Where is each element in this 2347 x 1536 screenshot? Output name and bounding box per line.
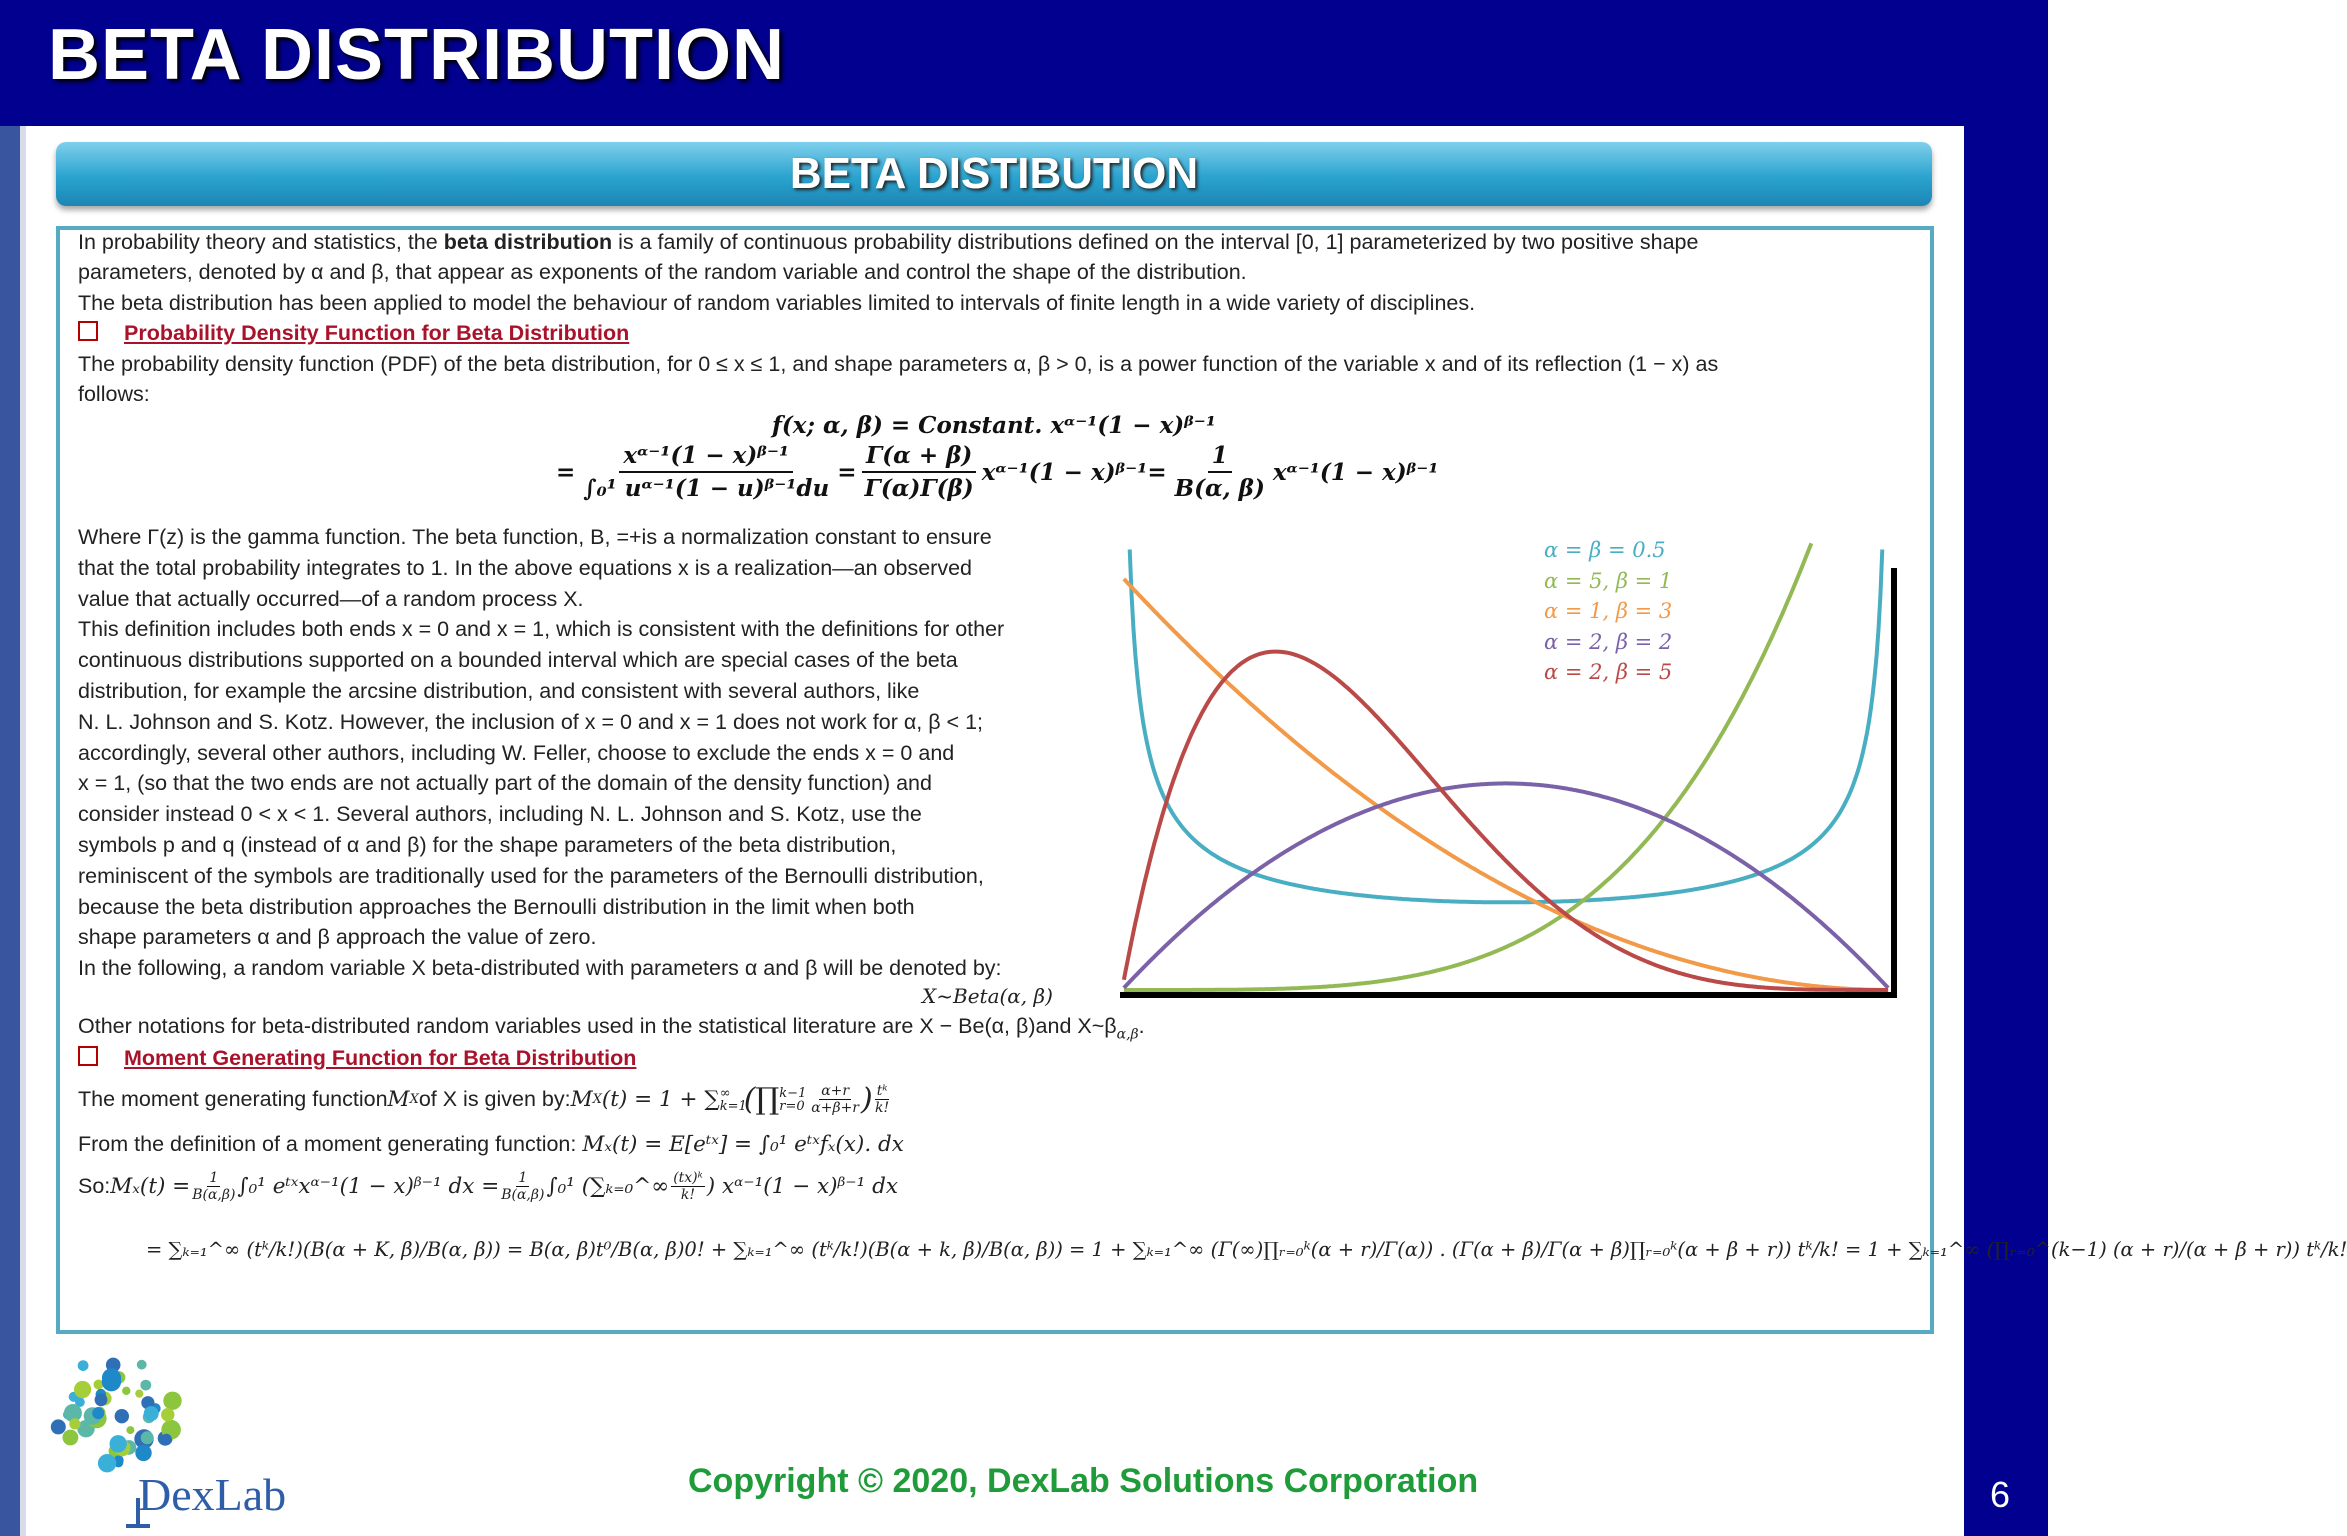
legend-entry: α = 1, β = 3 (1544, 599, 1673, 623)
logo-dot (141, 1431, 154, 1444)
logo-dot (95, 1393, 108, 1406)
body-line: consider instead 0 < x < 1. Several authors, including N. L. Johnson and S. Kotz, use the (78, 802, 922, 827)
logo-dot (78, 1360, 89, 1371)
body-line: Where Γ(z) is the gamma function. The beta function, B, =+is a normalization constant to ensure (78, 525, 992, 549)
body-line: value that actually occurred—of a random process X. (78, 586, 584, 611)
intro-line-1: In probability theory and statistics, the beta distribution is a family of continuous probability distributions defined on the interval [0, 1] parameterized by two positive shape (78, 230, 1699, 254)
logo-dot (110, 1435, 127, 1452)
section-banner (56, 142, 1932, 206)
series-line (1130, 550, 1883, 903)
mgf-so-line: So: Mₓ(t) = $\frac{1}{B(\alpha,\beta)}$ ∫₀¹ eᵗˣxᵅ⁻¹(1 − x)ᵝ⁻¹ dx = $\frac{1}{B(\alpha,\beta)}$ ∫₀¹ (∑ₖ₌₀^∞ $\frac{\text{(tx)ᵏ}}{k!}$ ) xᵅ⁻¹(1 − x)ᵝ⁻¹ dx (78, 1170, 898, 1203)
beta-distribution-term: beta distribution (443, 230, 613, 254)
body-line: This definition includes both ends x = 0 and x = 1, which is consistent with the definitions for other (78, 617, 1005, 642)
legend-entry: α = 2, β = 2 (1544, 629, 1673, 654)
copyright-text: Copyright © 2020, DexLab Solutions Corporation (688, 1462, 1479, 1500)
beta-pdf-chart (1112, 540, 1902, 1000)
body-line: N. L. Johnson and S. Kotz. However, the inclusion of x = 0 and x = 1 does not work for α, β < 1; (78, 709, 984, 734)
page-number: 6 (1990, 1474, 2011, 1515)
intro-line-3: The beta distribution has been applied to model the behaviour of random variables limited to intervals of finite length in a wide variety of disciplines. (78, 291, 1476, 315)
logo-dot (135, 1445, 151, 1461)
body-line: distribution, for example the arcsine distribution, and consistent with several authors, like (78, 679, 920, 703)
series-line (1124, 543, 1811, 990)
logo-dot (63, 1430, 79, 1446)
logo-dot (92, 1407, 104, 1419)
body-line: symbols p and q (instead of α and β) for the shape parameters of the beta distribution, (78, 833, 897, 857)
body-line: reminiscent of the symbols are traditionally used for the parameters of the Bernoulli distribution, (78, 863, 984, 888)
beta-notation: X~Beta(α, β) (922, 984, 1053, 1008)
logo-dot (137, 1360, 147, 1370)
logo-dot (163, 1392, 181, 1410)
logo-dot (115, 1409, 129, 1423)
logo-dot (161, 1408, 174, 1421)
banner-title: BETA DISTIBUTION (789, 149, 1199, 198)
logo-dot (74, 1381, 91, 1398)
logo-dot (122, 1387, 130, 1395)
pdf-line-1: The probability density function (PDF) of the beta distribution, for 0 ≤ x ≤ 1, and shape parameters α, β > 0, is a power function of the variable x and of its reflection (1 − x) as (78, 352, 1719, 376)
mgf-expectation-line: From the definition of a moment generating function: Mₓ(t) = E[eᵗˣ] = ∫₀¹ eᵗˣfₓ(x). dx (78, 1132, 904, 1157)
logo-dot (161, 1434, 172, 1445)
intro-line-2: parameters, denoted by α and β, that appear as exponents of the random variable and control the shape of the distribution. (78, 260, 1247, 284)
body-line: shape parameters α and β approach the value of zero. (78, 925, 597, 950)
body-line: because the beta distribution approaches the Bernoulli distribution in the limit when both (78, 894, 915, 919)
left-border-strip (0, 126, 20, 1536)
legend-entry: α = β = 0.5 (1544, 538, 1666, 562)
logo-dot (126, 1426, 134, 1434)
pdf-heading: Probability Density Function for Beta Distribution (78, 321, 629, 346)
pdf-line-2: follows: (78, 382, 150, 406)
other-notations-line: Other notations for beta-distributed random variables used in the statistical literature are X − Be(α, β)and $X\sim\beta_{\alpha,\beta}$. (78, 1014, 1145, 1043)
mgf-heading: Moment Generating Function for Beta Distribution (78, 1046, 636, 1071)
slide-title: BETA DISTRIBUTION (48, 15, 785, 95)
legend-entry: α = 5, β = 1 (1544, 568, 1673, 593)
mgf-final-equation: = ∑ₖ₌₁^∞ (tᵏ/k!)(B(α + K, β)/B(α, β)) = B(α, β)t⁰/B(α, β)0! + ∑ₖ₌₁^∞ (tᵏ/k!)(B(α + k, β)/B(α, β)) = 1 + ∑ₖ₌₁^∞ (Γ(∞)∏ᵣ₌₀ᵏ(α + r)/Γ(α)) . (Γ(α + β)/Γ(α + β)∏ᵣ₌₀ᵏ(α + β + r)) tᵏ/k! = 1 + ∑ₖ₌₁^∞ (∏ᵣ₌₀^(k−1) (α + r)/(α + β + r)) tᵏ/k! (146, 1238, 2347, 1261)
body-line: accordingly, several other authors, including W. Feller, choose to exclude the ends x = 0 and (78, 740, 955, 765)
logo-dot (69, 1418, 80, 1429)
body-line: In the following, a random variable X beta-distributed with parameters α and β will be denoted by: (78, 956, 1002, 981)
checkbox-bullet-icon (78, 321, 98, 341)
logo-dot (135, 1390, 143, 1398)
checkbox-bullet-icon (78, 1046, 98, 1066)
legend-entry: α = 2, β = 5 (1544, 660, 1673, 684)
logo-dot (102, 1368, 121, 1387)
body-line: continuous distributions supported on a bounded interval which are special cases of the beta (78, 648, 958, 673)
logo-dot (51, 1419, 66, 1434)
right-border-bar (1964, 0, 2048, 1536)
pdf-equation-2: = $\frac{\text{xᵅ⁻¹(1 − x)ᵝ⁻¹}}{\text{∫₀¹ uᵅ⁻¹(1 − u)ᵝ⁻¹du}}$ = $\frac{\Gamma(\alpha + \beta)}{\Gamma(\alpha)\Gamma(\beta)}$ xᵅ⁻¹(1 − x)ᵝ⁻¹= $\frac{1}{B(\alpha, \beta)}$ xᵅ⁻¹(1 − x)ᵝ⁻¹ (556, 442, 1439, 502)
left-border-highlight (20, 126, 26, 1536)
logo-dot (140, 1380, 151, 1391)
body-line: x = 1, (so that the two ends are not actually part of the domain of the density function) and (78, 771, 932, 796)
logo-text: DexLab (138, 1469, 287, 1520)
series-line (1124, 652, 1888, 990)
pdf-equation-1: f(x; α, β) = Constant. xᵅ⁻¹(1 − x)ᵝ⁻¹ (772, 412, 1217, 439)
mgf-definition-line: The moment generating function M X of X is given by: M X (t) = 1 + ∑ ∞ k=1 (∏ k−1 r=0 $\frac{\alpha+r}{\alpha+\beta+r}$ ) $\frac{\text{tᵏ}}{k!}$ (78, 1082, 890, 1117)
logo-dot (144, 1406, 159, 1421)
logo-dot (98, 1454, 116, 1472)
body-line: that the total probability integrates to 1. In the above equations x is a realization—an observed (78, 555, 973, 580)
